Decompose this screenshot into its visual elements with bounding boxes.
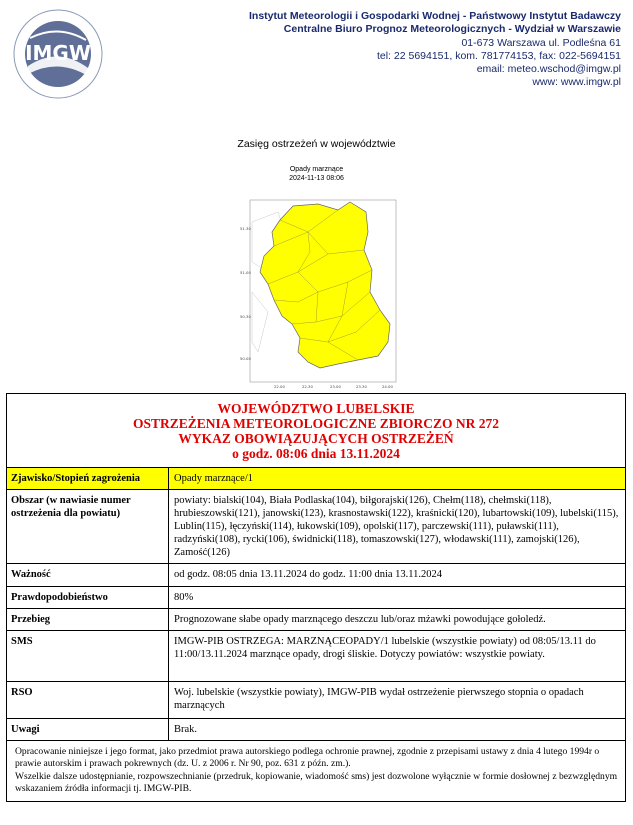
phone: tel: 22 5694151, kom. 781774153, fax: 022-5694151 — [376, 49, 621, 62]
table-row — [7, 587, 625, 609]
banner-list-title: WYKAZ OBOWIĄZUJĄCYCH OSTRZEŻEŃ — [178, 431, 454, 446]
institute-info — [201, 10, 621, 90]
table-row — [7, 719, 625, 741]
row-value: 80% — [174, 592, 194, 603]
row-label: Przebieg — [7, 609, 169, 630]
row-label: Obszar (w nawiasie numer ostrzeżenia dla powiatu) — [7, 490, 169, 563]
warning-map — [238, 192, 400, 392]
address: 01-673 Warszawa ul. Podleśna 61 — [461, 36, 621, 49]
map-subtitle: Opady marznące — [289, 166, 344, 173]
banner-region: WOJEWÓDZTWO LUBELSKIE — [217, 401, 415, 416]
banner-collective: OSTRZEŻENIA METEOROLOGICZNE ZBIORCZO NR 272 — [132, 416, 500, 431]
copyright-text: Opracowanie niniejsze i jego format, jako przedmiot prawa autorskiego podlega ochronie prawnej, zgodnie z przepisami ustawy z dnia 4 lutego 1994r o prawie autorskim i prawach pokrewnych (dz. U. z 2006 r. Nr 90, poz. 631 z późn. zm.). — [15, 746, 600, 770]
copyright-footer — [7, 741, 625, 801]
distribution-text: Wszelkie dalsze udostępnianie, rozpowszechnianie (przedruk, kopiowanie, wiadomość sms) jest dozwolone wyłącznie w formie dosłownej z bezwzględnym wskazaniem źródła informacji tj. IMGW-PIB. — [15, 770, 618, 795]
row-label: SMS — [7, 631, 169, 681]
table-row — [7, 468, 625, 490]
row-value: Prognozowane słabe opady marznącego deszczu lub/oraz mżawki powodujące gołoledź. — [174, 614, 546, 625]
lon-label: 23.00 — [330, 384, 341, 389]
table-row — [7, 490, 625, 564]
table-row — [7, 631, 625, 682]
lat-label: 50.30 — [240, 314, 251, 319]
lat-label: 50.00 — [240, 356, 251, 361]
website[interactable]: www: www.imgw.pl — [532, 76, 621, 89]
lon-label: 23.30 — [356, 384, 367, 389]
row-label: Zjawisko/Stopień zagrożenia — [7, 468, 169, 489]
row-value: od godz. 08:05 dnia 13.11.2024 do godz. 11:00 dnia 13.11.2024 — [174, 569, 443, 580]
row-label: RSO — [7, 682, 169, 718]
lat-label: 51.30 — [240, 226, 251, 231]
logo-text: IMGW — [25, 41, 91, 65]
row-value: Brak. — [174, 724, 198, 735]
lon-label: 22.00 — [274, 384, 285, 389]
warning-table — [6, 393, 626, 802]
email[interactable]: email: meteo.wschod@imgw.pl — [476, 63, 621, 76]
table-row — [7, 609, 625, 631]
map-title: Zasięg ostrzeżeń w województwie — [237, 138, 396, 150]
table-row — [7, 682, 625, 719]
lat-label: 51.00 — [240, 270, 251, 275]
lon-label: 22.30 — [302, 384, 313, 389]
table-row — [7, 564, 625, 587]
row-value: Woj. lubelskie (wszystkie powiaty), IMGW-PIB wydał ostrzeżenie pierwszego stopnia o opadach marznących — [174, 687, 584, 711]
map-timestamp: 2024-11-13 08:06 — [289, 175, 344, 182]
institute-name: Instytut Meteorologii i Gospodarki Wodnej - Państwowy Instytut Badawczy — [248, 10, 621, 22]
bureau-name: Centralne Biuro Prognoz Meteorologicznych - Wydział w Warszawie — [283, 23, 621, 36]
row-label: Uwagi — [7, 719, 169, 740]
row-label: Ważność — [7, 564, 169, 586]
banner-time: o godz. 08:06 dnia 13.11.2024 — [232, 446, 400, 461]
row-value: powiaty: bialski(104), Biała Podlaska(104), biłgorajski(126), Chełm(118), chełmski(118), hrubieszowski(121), janowski(123), krasnostawski(122), kraśnicki(120), lubartowski(109), lubelski(115), Lublin(115), łęczyński(114), łukowski(109), opolski(117), parczewski(111), puławski(111), radzyński(108), rycki(106), świdnicki(118), tomaszowski(127), włodawski(111), zamojski(126), Zamość(126) — [174, 495, 619, 558]
warning-banner — [7, 394, 625, 468]
lon-label: 24.00 — [382, 384, 393, 389]
row-label: Prawdopodobieństwo — [7, 587, 169, 608]
row-value: Opady marznące/1 — [174, 473, 254, 484]
imgw-logo — [10, 6, 106, 102]
row-value: IMGW-PIB OSTRZEGA: MARZNĄCEOPADY/1 lubelskie (wszystkie powiaty) od 08:05/13.11 do 11:00/13.11.2024 marznące opady, drogi śliskie. Dotyczy powiatów: wszystkie powiaty. — [174, 636, 596, 660]
